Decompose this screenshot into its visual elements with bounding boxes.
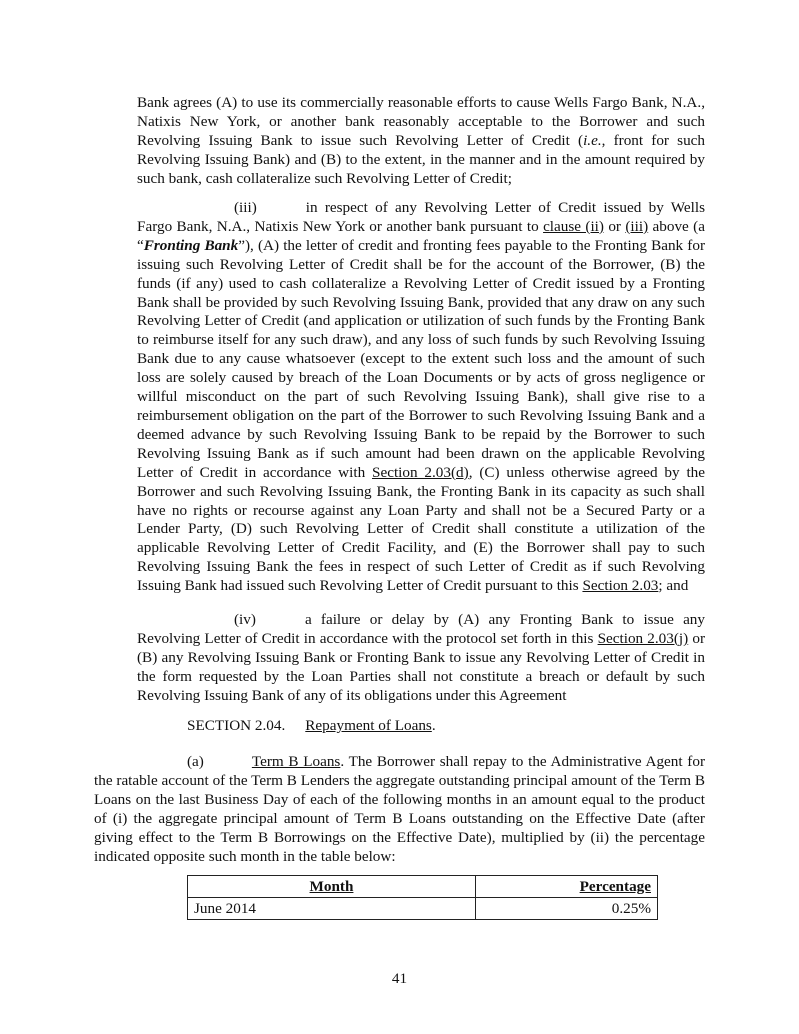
cross-reference[interactable]: Section 2.03(d): [372, 463, 469, 481]
text-run: ; and: [658, 577, 689, 595]
clause-number: (iii): [234, 199, 257, 216]
text-run: or (B) any Revolving Issuing Bank or Fronting Bank to issue any Revolving Letter of Credit in the form requested by the Loan Parties shall not constitute a breach or default by such Revolving Issuing Bank of any of its obligations under this Agreement: [137, 629, 706, 704]
section-title: Repayment of Loans: [305, 717, 432, 734]
text-run: in respect of any Revolving Letter of Credit issued by Wells Fargo Bank, N.A., Natixis New York or another bank pursuant to: [137, 199, 705, 235]
text-run: a failure or delay by (A) any Fronting Bank to issue any Revolving Letter of Credit in accordance with the protocol set forth in this: [137, 611, 705, 647]
paragraph-a: (a) Term B Loans. The Borrower shall repay to the Administrative Agent for the ratable account of the Term B Lenders the aggregate outstanding principal amount of the Term B Loans on the last Business Day of each of the following months in an amount equal to the product of (i) the aggregate principal amount of Term B Loans outstanding on the Effective Date (after giving effect to the Term B Borrowings on the Effective Date), multiplied by (ii) the percentage indicated opposite such month in the table below:: [94, 753, 706, 865]
table-header-row: [188, 876, 658, 898]
amortization-table: [187, 875, 658, 920]
text-run: or: [603, 217, 626, 235]
cell-percentage: 0.25%: [476, 898, 658, 920]
cross-reference[interactable]: Section 2.03: [582, 577, 659, 595]
italic-text: i.e.: [583, 131, 602, 149]
text-run: The Borrower shall repay to the Administrative Agent for the ratable account of the Term B Lenders the aggregate outstanding principal amount of the Term B Loans on the last Business Day of each of the following months in an amount equal to the product of (i) the aggregate principal amount of Term B Loans outstanding on the Effective Date (after giving effect to the Term B Borrowings on the Effective Date), multiplied by (ii) the percentage indicated opposite such month in the table below:: [94, 753, 706, 865]
cell-month: June 2014: [188, 898, 476, 920]
table-row: [188, 898, 658, 920]
paragraph-iv: [137, 611, 705, 706]
cross-reference[interactable]: clause (ii): [543, 217, 604, 235]
paragraph-iii: [137, 199, 705, 596]
defined-term: Fronting Bank: [143, 236, 239, 254]
subsection-heading: Term B Loans: [251, 753, 341, 770]
cross-reference[interactable]: (iii): [625, 217, 649, 235]
page-number: 41: [391, 970, 408, 987]
text-run: above (a “: [137, 217, 705, 254]
clause-number: (iv): [234, 611, 256, 628]
text-run: , (C) unless otherwise agreed by the Borrower and such Revolving Issuing Bank, the Fronting Bank in its capacity as such shall have no rights or recourse against any Loan Party and shall not be a Secured Party or a Lender Party, (D) such Revolving Letter of Credit shall constitute a utilization of the applicable Revolving Letter of Credit Facility, and (E) the Borrower shall pay to such Revolving Issuing Bank the fees in respect of such Letter of Credit as if such Revolving Issuing Bank had issued such Revolving Letter of Credit pursuant to this: [137, 463, 706, 595]
text-run: Bank agrees (A) to use its commercially reasonable efforts to cause Wells Fargo Bank, N.A., Natixis New York, or another bank reasonably acceptable to the Borrower and such Revolving Issuing Bank to issue such Revolving Letter of Credit (: [137, 94, 705, 149]
column-header-month: Month: [188, 876, 476, 898]
column-header-percentage: Percentage: [476, 876, 658, 898]
section-heading: SECTION 2.04. Repayment of Loans.: [187, 717, 436, 734]
text-run: , front for such Revolving Issuing Bank) and (B) to the extent, in the manner and in the amount required by such bank, cash collateralize such Revolving Letter of Credit;: [137, 131, 705, 187]
text-run: ”), (A) the letter of credit and fronting fees payable to the Fronting Bank for issuing such Revolving Letter of Credit shall be for the account of the Borrower, (B) the funds (if any) used to cash collateralize a Revolving Letter of Credit issued by a Fronting Bank shall be provided by such Revolving Issuing Bank, provided that any draw on any such Revolving Letter of Credit (and application or utilization of such funds by the Fronting Bank to reimburse itself for any such draw), and any loss of such funds by such Revolving Issuing Bank due to any cause whatsoever (except to the extent such loss and the amount of such loss are solely caused by breach of the Loan Documents or by acts of gross negligence or willful misconduct on the part of such Revolving Issuing Bank), shall give rise to a reimbursement obligation on the part of the Borrower to such Revolving Issuing Bank and a deemed advance by such Revolving Issuing Bank to be repaid by the Borrower to such Revolving Issuing Bank as if such amount had been drawn on the applicable Revolving Letter of Credit in accordance with: [137, 236, 706, 481]
section-number: SECTION 2.04.: [187, 717, 286, 734]
subsection-label: (a): [187, 753, 204, 770]
paragraph-continuation: [137, 94, 705, 189]
cross-reference[interactable]: Section 2.03(j): [597, 629, 689, 647]
